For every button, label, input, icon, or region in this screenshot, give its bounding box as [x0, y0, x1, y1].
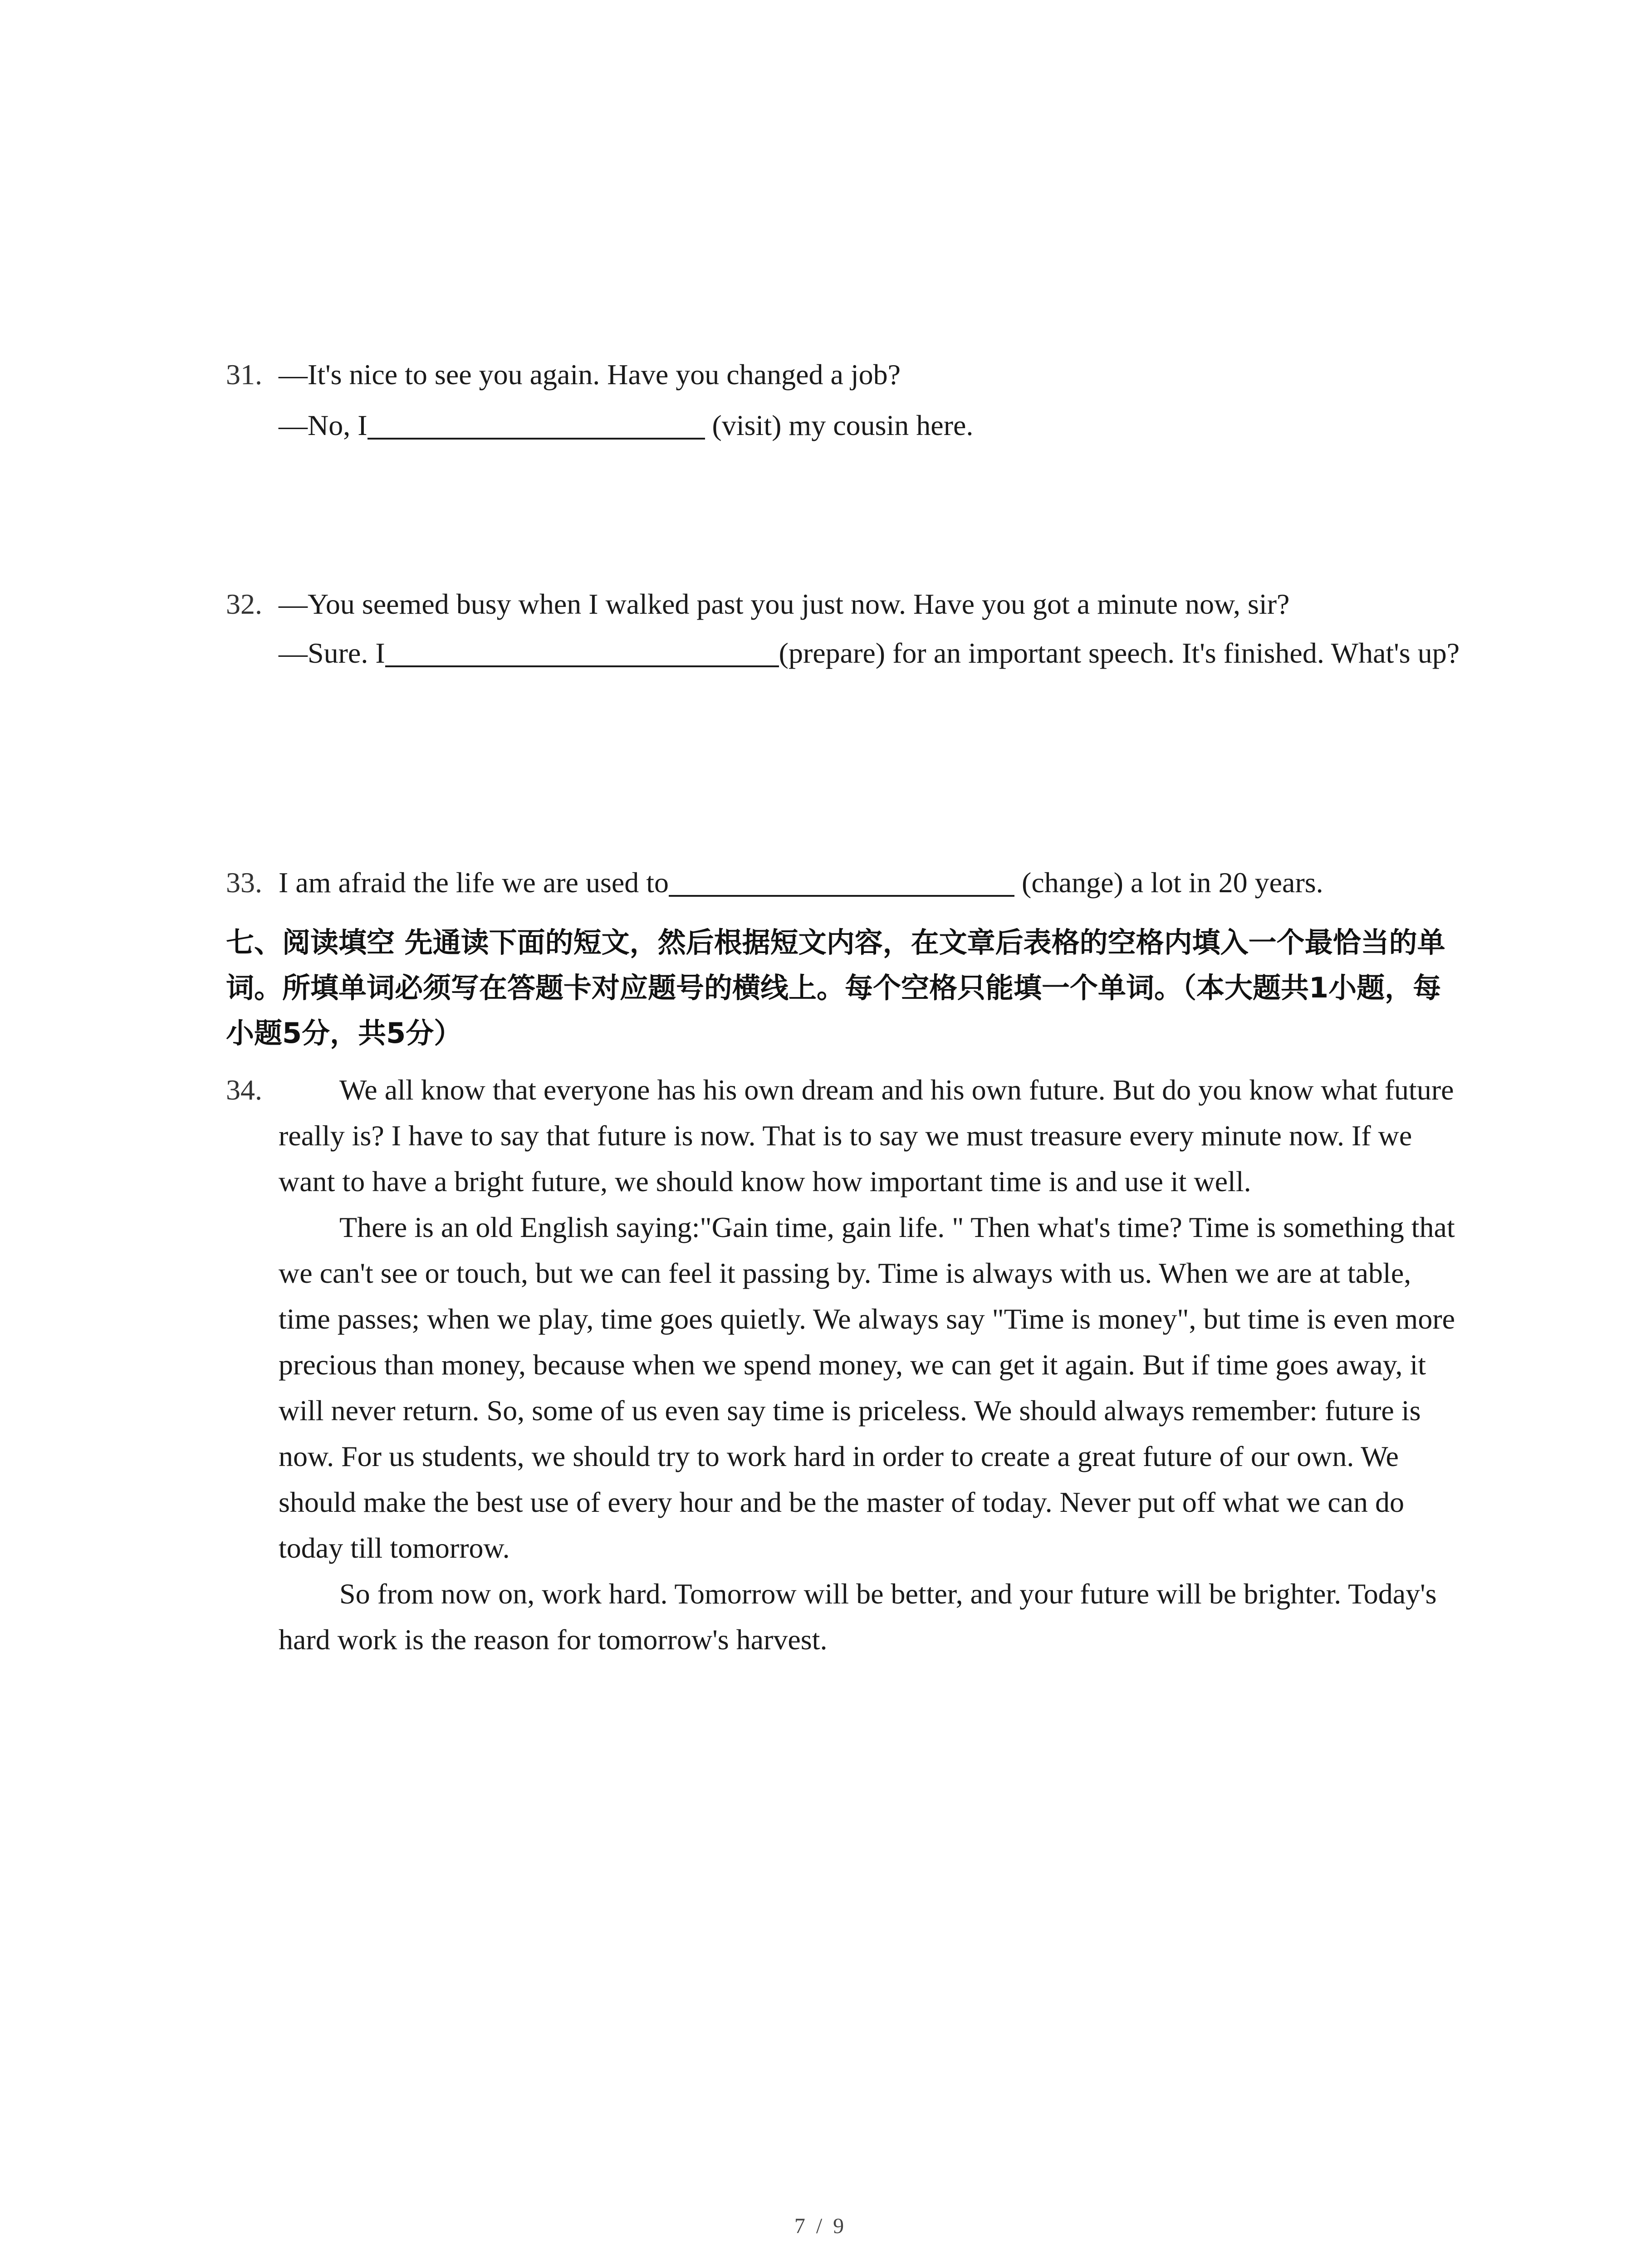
section-heading: 七、阅读填空 先通读下面的短文，然后根据短文内容，在文章后表格的空格内填入一个最恰当的单词。所填单词必须写在答题卡对应题号的横线上。每个空格只能填一个单词。（本大题共1小题，每小题5分，共5分）: [226, 926, 1445, 1050]
answer-blank[interactable]: [669, 860, 1014, 897]
question-33: [226, 857, 1469, 908]
question-text: —Sure. I: [279, 637, 385, 669]
question-line: [279, 857, 1469, 908]
question-text: (change) a lot in 20 years.: [1014, 866, 1323, 899]
passage-paragraph: There is an old English saying:"Gain time, gain life. " Then what's time? Time is something that we can't see or touch, but we can feel it passing by. Time is always with us. When we are at table, time passes; when we play, time goes quietly. We always say "Time is money", but time is even more precious than money, because when we spend money, we can get it again. But if time goes away, it will never return. So, some of us even say time is priceless. We should always remember: future is now. For us students, we should try to work hard in order to create a great future of our own. We should make the best use of every hour and be the master of today. Never put off what we can do today till tomorrow.: [279, 1211, 1455, 1564]
question-text: (visit) my cousin here.: [705, 409, 974, 441]
question-31: [226, 349, 1469, 451]
answer-blank[interactable]: [367, 402, 705, 440]
answer-blank[interactable]: [385, 630, 779, 667]
reading-passage: [226, 1067, 1469, 1662]
question-line: [279, 400, 1469, 451]
question-line: —It's nice to see you again. Have you changed a job?: [279, 358, 901, 391]
passage-paragraph: We all know that everyone has his own dream and his own future. But do you know what future really is? I have to say that future is now. That is to say we must treasure every minute now. If we want to have a bright future, we should know how important time is and use it well.: [279, 1074, 1454, 1198]
passage-paragraph: So from now on, work hard. Tomorrow will be better, and your future will be brighter. Today's hard work is the reason for tomorrow's harvest.: [279, 1578, 1437, 1656]
question-line: —You seemed busy when I walked past you just now. Have you got a minute now, sir?: [279, 588, 1290, 620]
question-number: 32.: [226, 588, 262, 620]
question-number: 33.: [226, 866, 262, 899]
question-text: I am afraid the life we are used to: [279, 866, 669, 899]
page-number: 7 / 9: [794, 2214, 847, 2238]
question-line: [279, 629, 1469, 678]
question-32: [226, 580, 1469, 678]
question-text: —No, I: [279, 409, 367, 441]
question-number: 31.: [226, 358, 262, 391]
question-text: (prepare) for an important speech. It's finished. What's up?: [779, 637, 1460, 669]
question-number: 34.: [226, 1074, 262, 1106]
